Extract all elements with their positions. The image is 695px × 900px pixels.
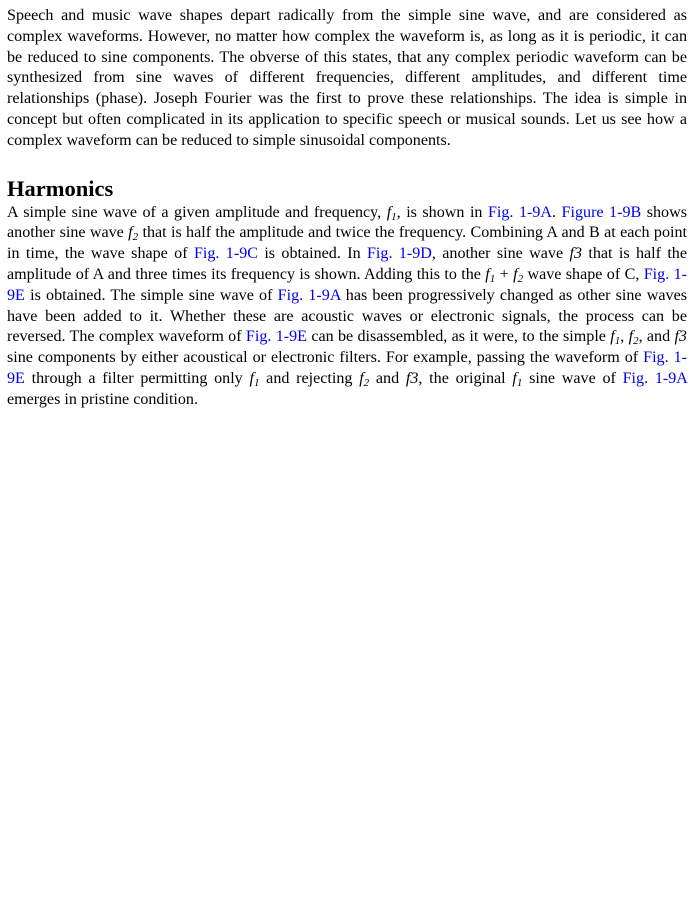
link-fig-1-9e[interactable]: Fig. 1-9E <box>7 349 687 387</box>
intro-paragraph: Speech and music wave shapes depart radically from the simple sine wave, and are considered as complex waveforms. However, no matter how complex the waveform is, as long as it is periodic, it can be reduced to sine components. The obverse of this states, that any complex periodic waveform can be synthesized from sine waves of different frequencies, different amplitudes, and different time relationships (phase). Joseph Fourier was the first to prove these relationships. The idea is simple in concept but often complicated in its application to specific speech or musical sounds. Let us see how a complex waveform can be reduced to simple sinusoidal components. <box>7 7 687 149</box>
f3-symbol: f3 <box>674 328 687 346</box>
f1-symbol: $f_1$ <box>249 369 260 389</box>
link-fig-1-9a[interactable]: Fig. 1-9A <box>277 286 341 304</box>
f1-symbol: $f_1$ <box>485 265 496 285</box>
f1-symbol: $f_1$ <box>386 203 397 223</box>
f1-symbol: $f_1$ <box>610 328 621 348</box>
f2-symbol: $f_2$ <box>513 265 524 285</box>
link-fig-1-9e[interactable]: Fig. 1-9E <box>7 265 687 304</box>
f2-symbol: $f_2$ <box>628 328 639 348</box>
section-heading: Harmonics <box>7 175 114 201</box>
link-fig-1-9e[interactable]: Fig. 1-9E <box>245 328 307 346</box>
f3-symbol: f3 <box>405 369 419 387</box>
link-fig-1-9a[interactable]: Fig. 1-9A <box>622 369 688 387</box>
f2-symbol: $f_2$ <box>128 224 139 244</box>
link-fig-1-9a[interactable]: Fig. 1-9A <box>487 203 553 221</box>
link-fig-1-9c[interactable]: Fig. 1-9C <box>193 245 258 263</box>
f3-symbol: f3 <box>569 245 583 263</box>
link-fig-1-9d[interactable]: Fig. 1-9D <box>366 245 432 263</box>
harmonics-paragraph: A simple sine wave of a given amplitude and frequency, $f_1$, is shown in Fig. 1-9A. Figure 1-9B shows another sine wave $f_2$ that is half the amplitude and twice the frequency. Combining A and B at each point in time, the wave shape of Fig. 1-9C is obtained. In Fig. 1-9D, another sine wave f3 that is half the amplitude of A and three times its frequency is shown. Adding this to the $f_1 + f_2$ wave shape of C, Fig. 1-9E is obtained. The simple sine wave of Fig. 1-9A has been progressively changed as other sine waves have been added to it. Whether these are acoustic waves or electronic signals, the process can be reversed. The complex waveform of Fig. 1-9E can be disassembled, as it were, to the simple $f_1$, $f_2$, and f3 sine components by either acoustical or electronic filters. For example, passing the waveform of Fig. 1-9E through a filter permitting only $f_1$ and rejecting $f_2$ and f3, the original $f_1$ sine wave of Fig. 1-9A emerges in pristine condition. <box>7 203 688 408</box>
f1-symbol: $f_1$ <box>512 369 523 389</box>
f2-symbol: $f_2$ <box>359 369 370 389</box>
link-figure-1-9b[interactable]: Figure 1-9B <box>561 203 642 221</box>
document-page <box>0 0 695 411</box>
